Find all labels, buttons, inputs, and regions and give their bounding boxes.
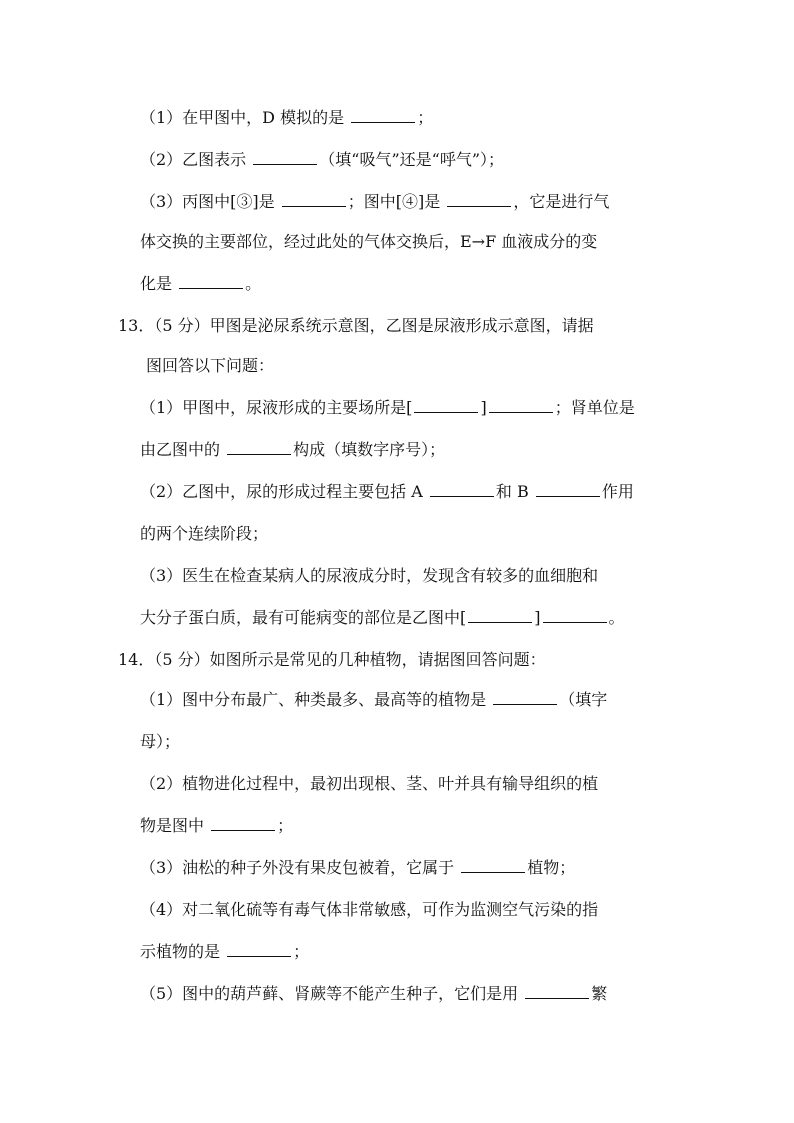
- answer-blank[interactable]: [227, 440, 291, 455]
- answer-blank[interactable]: [493, 690, 557, 705]
- q12-part1: （1）在甲图中，D 模拟的是 ；: [140, 108, 434, 127]
- q12-part3-text: （3）丙图中[③]是: [140, 192, 280, 211]
- q13-heading-line2: 图回答以下问题：: [146, 356, 275, 375]
- q14-part1: （1）图中分布最广、种类最多、最高等的植物是 （填字: [140, 690, 608, 709]
- answer-blank[interactable]: [253, 150, 317, 165]
- q14-part2-line2: 物是图中 ；: [140, 816, 294, 835]
- q13-part3-line2: 大分子蛋白质，最有可能病变的部位是乙图中[ ] 。: [140, 608, 625, 627]
- answer-blank[interactable]: [543, 608, 607, 623]
- q12-part2: （2）乙图表示 （填“吸气”还是“呼气”）；: [140, 150, 505, 169]
- q13-part1: （1）甲图中，尿液形成的主要场所是[ ] ；肾单位是: [140, 398, 635, 417]
- answer-blank[interactable]: [211, 816, 275, 831]
- q12-part2-text: （2）乙图表示: [140, 150, 252, 169]
- q14-part1-line2: 母）；: [140, 732, 181, 751]
- answer-blank[interactable]: [536, 482, 600, 497]
- q13-part1-line2: 由乙图中的 构成（填数字序号）；: [140, 440, 446, 459]
- answer-blank[interactable]: [282, 192, 346, 207]
- q14-part4-line2: 示植物的是 ；: [140, 942, 310, 961]
- answer-blank[interactable]: [468, 608, 532, 623]
- answer-blank[interactable]: [227, 942, 291, 957]
- q14-heading: 14．（5 分）如图所示是常见的几种植物，请据图回答问题：: [118, 650, 546, 669]
- q13-heading: 13．（5 分）甲图是泌尿系统示意图，乙图是尿液形成示意图，请据: [118, 316, 594, 335]
- answer-blank[interactable]: [525, 984, 589, 999]
- q12-part3-line2: 体交换的主要部位，经过此处的气体交换后，E→F 血液成分的变: [140, 232, 598, 251]
- q14-part4: （4）对二氧化硫等有毒气体非常敏感，可作为监测空气污染的指: [140, 900, 599, 919]
- answer-blank[interactable]: [461, 858, 525, 873]
- q14-part5: （5）图中的葫芦藓、肾蕨等不能产生种子，它们是用 繁: [140, 984, 608, 1003]
- q14-part2: （2）植物进化过程中，最初出现根、茎、叶并具有输导组织的植: [140, 774, 599, 793]
- answer-blank[interactable]: [430, 482, 494, 497]
- q12-part3: （3）丙图中[③]是 ；图中[④]是 ，它是进行气: [140, 192, 610, 211]
- answer-blank[interactable]: [414, 398, 478, 413]
- answer-blank[interactable]: [489, 398, 553, 413]
- q14-part3: （3）油松的种子外没有果皮包被着，它属于 植物；: [140, 858, 576, 877]
- answer-blank[interactable]: [351, 108, 415, 123]
- q13-part2-line2: 的两个连续阶段；: [140, 524, 269, 543]
- q13-part2: （2）乙图中，尿的形成过程主要包括 A 和 B 作用: [140, 482, 634, 501]
- q13-part3: （3）医生在检查某病人的尿液成分时，发现含有较多的血细胞和: [140, 566, 599, 585]
- answer-blank[interactable]: [447, 192, 511, 207]
- answer-blank[interactable]: [179, 274, 243, 289]
- q12-part3-line3: 化是 。: [140, 274, 262, 293]
- q12-part1-text: （1）在甲图中，D 模拟的是: [140, 108, 350, 127]
